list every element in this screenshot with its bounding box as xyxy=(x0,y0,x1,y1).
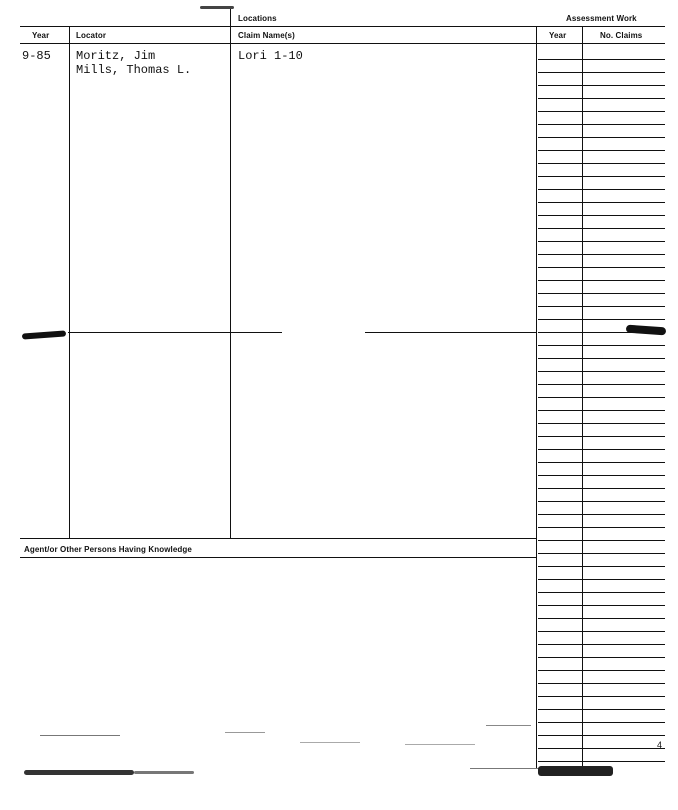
col-header-no-claims: No. Claims xyxy=(600,31,643,40)
locations-title: Locations xyxy=(238,14,277,23)
assessment-row-line xyxy=(538,306,665,307)
assessment-row-line xyxy=(538,592,665,593)
assessment-row-line xyxy=(538,488,665,489)
assessment-row-line xyxy=(538,553,665,554)
assessment-row-line xyxy=(538,137,665,138)
assessment-row-line xyxy=(538,410,665,411)
header-top-rule xyxy=(20,26,665,27)
assessment-work-title: Assessment Work xyxy=(566,14,637,23)
assessment-row-line xyxy=(538,319,665,320)
assessment-row-line xyxy=(538,423,665,424)
divider-locator-claim xyxy=(230,6,231,538)
header-bottom-rule xyxy=(20,43,665,44)
divider-year-locator xyxy=(69,26,70,538)
ink-smudge-bottom-right xyxy=(538,766,613,776)
ink-smudge-left xyxy=(22,330,66,339)
assessment-row-line xyxy=(538,228,665,229)
ink-smudge-bottom-left-tail xyxy=(134,771,194,774)
page-number: 4 xyxy=(657,740,663,750)
col-header-assess-year: Year xyxy=(549,31,567,40)
assessment-row-line xyxy=(538,527,665,528)
assessment-row-line xyxy=(538,696,665,697)
assessment-row-line xyxy=(538,111,665,112)
entry-locator-2: Mills, Thomas L. xyxy=(76,63,192,77)
ink-smudge-top xyxy=(200,6,234,9)
assessment-row-line xyxy=(538,267,665,268)
entry-year: 9-85 xyxy=(22,49,51,63)
assessment-row-line xyxy=(538,241,665,242)
assessment-row-line xyxy=(538,189,665,190)
assessment-row-line xyxy=(538,735,665,736)
assessment-row-line xyxy=(538,59,665,60)
assessment-row-line xyxy=(538,215,665,216)
assessment-row-line xyxy=(538,709,665,710)
assessment-row-line xyxy=(538,397,665,398)
assessment-row-line xyxy=(538,358,665,359)
ink-smudge-right xyxy=(626,325,666,336)
assessment-row-line xyxy=(538,644,665,645)
assessment-row-line xyxy=(538,72,665,73)
entry-claim-name: Lori 1-10 xyxy=(238,49,303,63)
assessment-row-line xyxy=(538,566,665,567)
scan-artifact-line xyxy=(470,768,540,769)
scan-artifact-line xyxy=(40,735,120,736)
assessment-row-line xyxy=(538,85,665,86)
table-bottom-rule xyxy=(20,538,537,539)
assessment-row-line xyxy=(538,475,665,476)
agent-label: Agent/or Other Persons Having Knowledge xyxy=(24,545,192,554)
assessment-row-line xyxy=(538,501,665,502)
assessment-row-line xyxy=(538,618,665,619)
assessment-row-line xyxy=(538,631,665,632)
assessment-row-line xyxy=(538,293,665,294)
entry-locator-1: Moritz, Jim xyxy=(76,49,156,63)
assessment-row-line xyxy=(538,150,665,151)
scan-artifact-line xyxy=(225,732,265,733)
assessment-row-line xyxy=(538,449,665,450)
assessment-row-line xyxy=(538,514,665,515)
fold-line-right xyxy=(365,332,537,333)
col-header-claim-names: Claim Name(s) xyxy=(238,31,295,40)
assessment-row-line xyxy=(538,124,665,125)
assessment-row-line xyxy=(538,462,665,463)
assessment-row-line xyxy=(538,748,665,749)
col-header-locator: Locator xyxy=(76,31,107,40)
assessment-row-line xyxy=(538,436,665,437)
assessment-row-line xyxy=(538,98,665,99)
assessment-row-line xyxy=(538,176,665,177)
assessment-row-line xyxy=(538,670,665,671)
scan-artifact-line xyxy=(486,725,531,726)
assessment-row-line xyxy=(538,280,665,281)
assessment-row-line xyxy=(538,540,665,541)
col-header-year: Year xyxy=(32,31,50,40)
assessment-row-line xyxy=(538,345,665,346)
assessment-row-line xyxy=(538,605,665,606)
assessment-row-line xyxy=(538,384,665,385)
assessment-row-line xyxy=(538,371,665,372)
ink-smudge-bottom-left xyxy=(24,770,134,775)
assessment-row-line xyxy=(538,332,665,333)
scan-artifact-line xyxy=(405,744,475,745)
assessment-row-line xyxy=(538,254,665,255)
assessment-row-line xyxy=(538,579,665,580)
assessment-row-line xyxy=(538,657,665,658)
assessment-row-line xyxy=(538,722,665,723)
assessment-row-line xyxy=(538,202,665,203)
assessment-row-line xyxy=(538,761,665,762)
divider-claim-assessment xyxy=(536,26,537,768)
fold-line-left xyxy=(68,332,282,333)
scan-artifact-line xyxy=(300,742,360,743)
assessment-row-line xyxy=(538,163,665,164)
assessment-row-line xyxy=(538,683,665,684)
agent-rule xyxy=(20,557,537,558)
